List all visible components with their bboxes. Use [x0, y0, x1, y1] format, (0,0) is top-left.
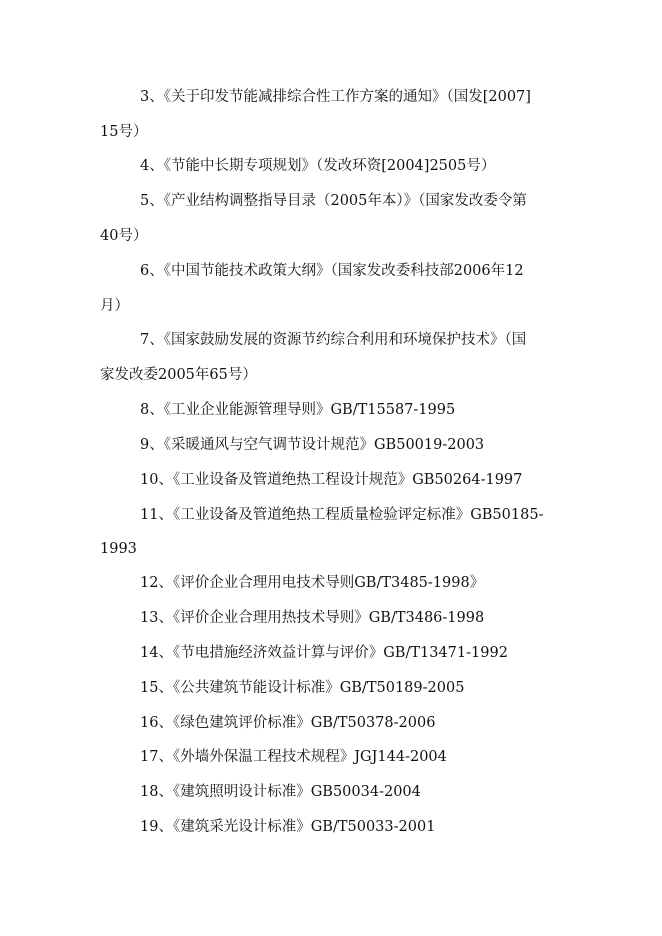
reference-item-18: 18、《建筑照明设计标准》GB50034-2004 — [140, 784, 421, 800]
reference-item-11-cont: 1993 — [100, 541, 137, 557]
reference-item-5: 5、《产业结构调整指导目录（2005年本）》（国家发改委令第 — [140, 193, 527, 209]
reference-item-12: 12、《评价企业合理用电技术导则GB/T3485-1998》 — [140, 575, 485, 591]
reference-item-11: 11、《工业设备及管道绝热工程质量检验评定标准》GB50185- — [140, 507, 544, 523]
reference-item-6-cont: 月） — [100, 298, 129, 314]
reference-item-14: 14、《节电措施经济效益计算与评价》GB/T13471-1992 — [140, 645, 508, 661]
reference-item-7-cont: 家发改委2005年65号） — [100, 367, 257, 383]
reference-item-8: 8、《工业企业能源管理导则》GB/T15587-1995 — [140, 402, 456, 418]
reference-item-10: 10、《工业设备及管道绝热工程设计规范》GB50264-1997 — [140, 472, 523, 488]
reference-item-6: 6、《中国节能技术政策大纲》（国家发改委科技部2006年12 — [140, 263, 524, 279]
reference-item-15: 15、《公共建筑节能设计标准》GB/T50189-2005 — [140, 680, 465, 696]
reference-item-3-cont: 15号） — [100, 124, 148, 140]
reference-item-13: 13、《评价企业合理用热技术导则》GB/T3486-1998 — [140, 610, 485, 626]
reference-item-4: 4、《节能中长期专项规划》（发改环资[2004]2505号） — [140, 158, 496, 174]
reference-item-16: 16、《绿色建筑评价标准》GB/T50378-2006 — [140, 715, 436, 731]
reference-item-7: 7、《国家鼓励发展的资源节约综合利用和环境保护技术》（国 — [140, 332, 527, 348]
reference-item-19: 19、《建筑采光设计标准》GB/T50033-2001 — [140, 819, 436, 835]
reference-item-9: 9、《采暖通风与空气调节设计规范》GB50019-2003 — [140, 437, 485, 453]
reference-item-17: 17、《外墙外保温工程技术规程》JGJ144-2004 — [140, 749, 447, 765]
reference-item-5-cont: 40号） — [100, 228, 148, 244]
reference-item-3: 3、《关于印发节能减排综合性工作方案的通知》（国发[2007] — [140, 89, 531, 105]
